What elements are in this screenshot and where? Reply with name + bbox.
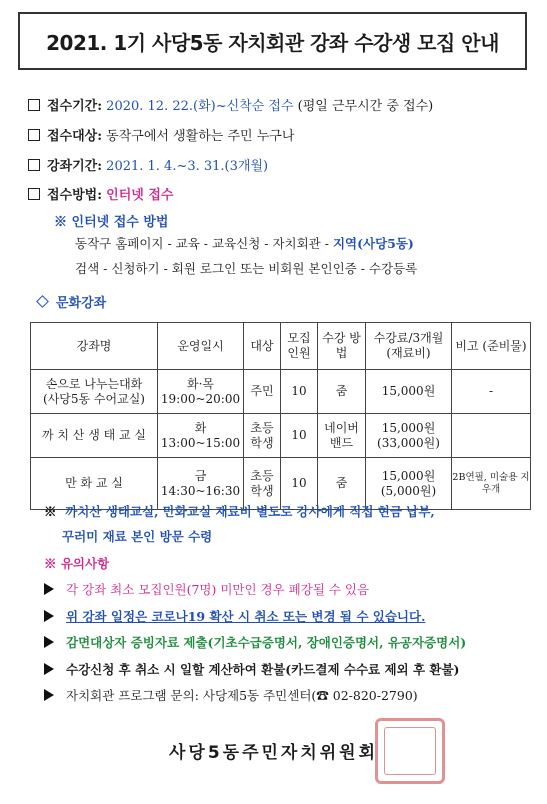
- triangle-bullet-icon: [44, 636, 54, 648]
- triangle-bullet-icon: [44, 689, 54, 701]
- course-fee: 15,000원 (33,000원): [366, 414, 452, 458]
- online-step-line-1: 동작구 홈페이지 - 교육 - 교육신청 - 자치회관 - 지역(사당5동): [75, 236, 414, 251]
- info-course-period: 강좌기간: 2021. 1. 4.~3. 31.(3개월): [28, 155, 268, 174]
- course-fee: 15,000원 (5,000원): [366, 458, 452, 510]
- col-header: 수강 방법: [318, 323, 366, 370]
- checkbox-icon: [28, 99, 40, 111]
- col-header: 운영일시: [158, 323, 244, 370]
- course-name: 손으로 나누는대화 (사당5동 수어교실): [31, 370, 158, 414]
- course-method: 네이버 밴드: [318, 414, 366, 458]
- course-note: [452, 414, 531, 458]
- course-count: 10: [281, 458, 318, 510]
- course-count: 10: [281, 414, 318, 458]
- material-note-line-2: 꾸러미 재료 본인 방문 수령: [62, 529, 213, 544]
- col-header: 대상: [244, 323, 281, 370]
- course-time: 화·목 19:00~20:00: [158, 370, 244, 414]
- table-row: [31, 370, 531, 414]
- checkbox-icon: [28, 188, 40, 200]
- section-title: 문화강좌: [38, 292, 106, 311]
- table-row: [31, 414, 531, 458]
- material-note-line-1: ※ 까치산 생태교실, 만화교실 재료비 별도로 강사에게 직접 현금 납부,: [44, 504, 435, 519]
- caution-item: 각 강좌 최소 모집인원(7명) 미만인 경우 폐강될 수 있음: [44, 580, 369, 598]
- course-time: 화 13:00~15:00: [158, 414, 244, 458]
- caution-item: 자치회관 프로그램 문의: 사당제5동 주민센터(☎ 02-820-2790): [44, 686, 418, 704]
- course-fee: 15,000원: [366, 370, 452, 414]
- course-note: 2B연필, 미술용 지우개: [452, 458, 531, 510]
- checkbox-icon: [28, 129, 40, 141]
- course-target: 초등 학생: [244, 414, 281, 458]
- info-period: 접수기간: 2020. 12. 22.(화)~신착순 접수 (평일 근무시간 중 접수): [28, 95, 433, 114]
- triangle-bullet-icon: [44, 610, 54, 622]
- col-header: 수강료/3개월 (재료비): [366, 323, 452, 370]
- notice-title: 2021. 1기 사당5동 자치회관 강좌 수강생 모집 안내: [18, 12, 527, 70]
- caution-item: 수강신청 후 취소 시 일할 계산하여 환불(카드결제 수수료 제외 후 환불): [44, 660, 459, 678]
- course-note: -: [452, 370, 531, 414]
- course-method: 줌: [318, 458, 366, 510]
- col-header: 모집 인원: [281, 323, 318, 370]
- info-target: 접수대상: 동작구에서 생활하는 주민 누구나: [28, 125, 294, 144]
- diamond-icon: [36, 295, 49, 308]
- course-table: [30, 322, 531, 510]
- checkbox-icon: [28, 159, 40, 171]
- course-method: 줌: [318, 370, 366, 414]
- course-time: 금 14:30~16:30: [158, 458, 244, 510]
- triangle-bullet-icon: [44, 663, 54, 675]
- caution-item: 위 강좌 일정은 코로나19 확산 시 취소 또는 변경 될 수 있습니다.: [44, 607, 425, 625]
- col-header: 강좌명: [31, 323, 158, 370]
- table-header-row: [31, 323, 531, 370]
- caution-item: 감면대상자 증빙자료 제출(기초수급증명서, 장애인증명서, 유공자증명서): [44, 633, 466, 651]
- course-name: 까 치 산 생 태 교 실: [31, 414, 158, 458]
- course-count: 10: [281, 370, 318, 414]
- caution-heading: ※ 유의사항: [44, 556, 110, 571]
- triangle-bullet-icon: [44, 583, 54, 595]
- course-target: 초등 학생: [244, 458, 281, 510]
- online-heading: ※ 인터넷 접수 방법: [54, 215, 169, 230]
- course-target: 주민: [244, 370, 281, 414]
- info-method: 접수방법: 인터넷 접수: [28, 184, 174, 203]
- footer-organization: 사당5동주민자치위원회: [168, 743, 379, 763]
- col-header: 비고 (준비물): [452, 323, 531, 370]
- course-name: 만 화 교 실: [31, 458, 158, 510]
- online-step-line-2: 검색 - 신청하기 - 회원 로그인 또는 비회원 본인인증 - 수강등록: [75, 261, 418, 276]
